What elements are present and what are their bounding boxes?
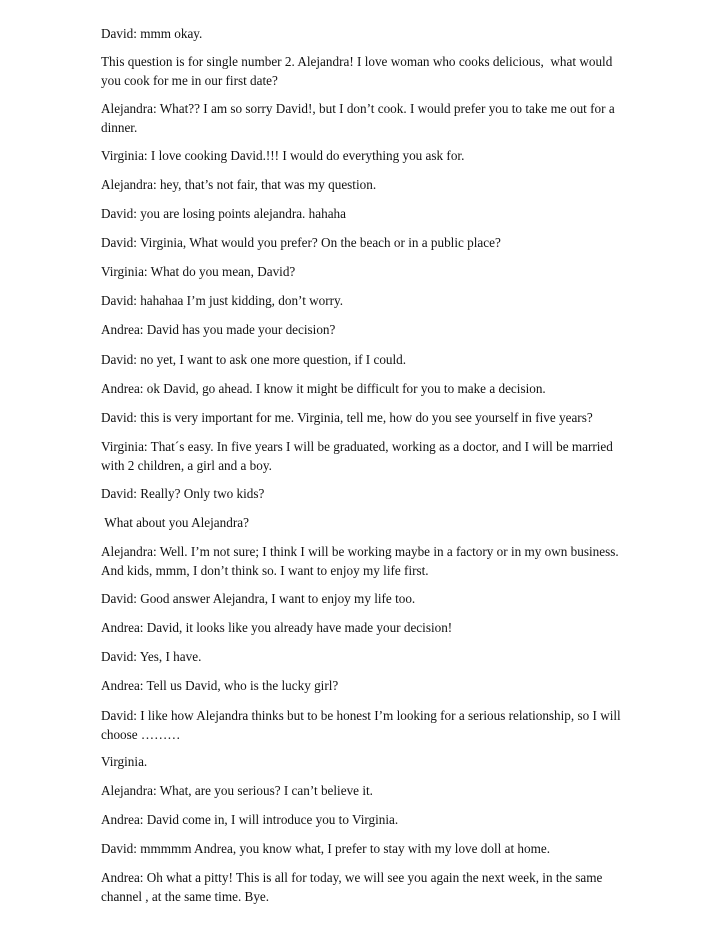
paragraph-17: Alejandra: Well. I’m not sure; I think I will be working maybe in a factory or in my own business. And kids, mmm, I don’t think so. I want to enjoy my life first. — [101, 544, 619, 578]
paragraph-6: David: you are losing points alejandra. hahaha — [101, 206, 346, 221]
paragraph-10: Andrea: David has you made your decision? — [101, 322, 336, 337]
paragraph-19: Andrea: David, it looks like you already have made your decision! — [101, 620, 453, 635]
paragraph-21: Andrea: Tell us David, who is the lucky girl? — [101, 678, 339, 693]
paragraph-12: Andrea: ok David, go ahead. I know it might be difficult for you to make a decision. — [101, 381, 546, 396]
paragraph-9: David: hahahaa I’m just kidding, don’t worry. — [101, 293, 344, 308]
paragraph-18: David: Good answer Alejandra, I want to enjoy my life too. — [101, 591, 416, 606]
paragraph-25: Andrea: David come in, I will introduce you to Virginia. — [101, 812, 399, 827]
paragraph-24: Alejandra: What, are you serious? I can’t believe it. — [101, 783, 373, 798]
paragraph-1: David: mmm okay. — [101, 26, 203, 41]
paragraph-22: David: I like how Alejandra thinks but to be honest I’m looking for a serious relationship, so I will choose ……… — [101, 708, 621, 742]
paragraph-23: Virginia. — [101, 754, 148, 769]
paragraph-11: David: no yet, I want to ask one more question, if I could. — [101, 352, 407, 367]
paragraph-20: David: Yes, I have. — [101, 649, 202, 664]
paragraph-3: Alejandra: What?? I am so sorry David!, but I don’t cook. I would prefer you to take me out for a dinner. — [101, 101, 615, 135]
paragraph-4: Virginia: I love cooking David.!!! I would do everything you ask for. — [101, 148, 465, 163]
paragraph-16: What about you Alejandra? — [101, 515, 249, 530]
paragraph-8: Virginia: What do you mean, David? — [101, 264, 296, 279]
paragraph-5: Alejandra: hey, that’s not fair, that was my question. — [101, 177, 377, 192]
paragraph-2: This question is for single number 2. Alejandra! I love woman who cooks delicious, what would you cook for me in our first date? — [101, 54, 613, 88]
paragraph-14: Virginia: That´s easy. In five years I will be graduated, working as a doctor, and I will be married with 2 children, a girl and a boy. — [101, 439, 613, 473]
paragraph-15: David: Really? Only two kids? — [101, 486, 265, 501]
paragraph-27: Andrea: Oh what a pitty! This is all for today, we will see you again the next week, in the same channel , at the same time. Bye. — [101, 870, 603, 904]
paragraph-7: David: Virginia, What would you prefer? On the beach or in a public place? — [101, 235, 501, 250]
paragraph-13: David: this is very important for me. Virginia, tell me, how do you see yourself in five years? — [101, 410, 593, 425]
paragraph-26: David: mmmmm Andrea, you know what, I prefer to stay with my love doll at home. — [101, 841, 551, 856]
